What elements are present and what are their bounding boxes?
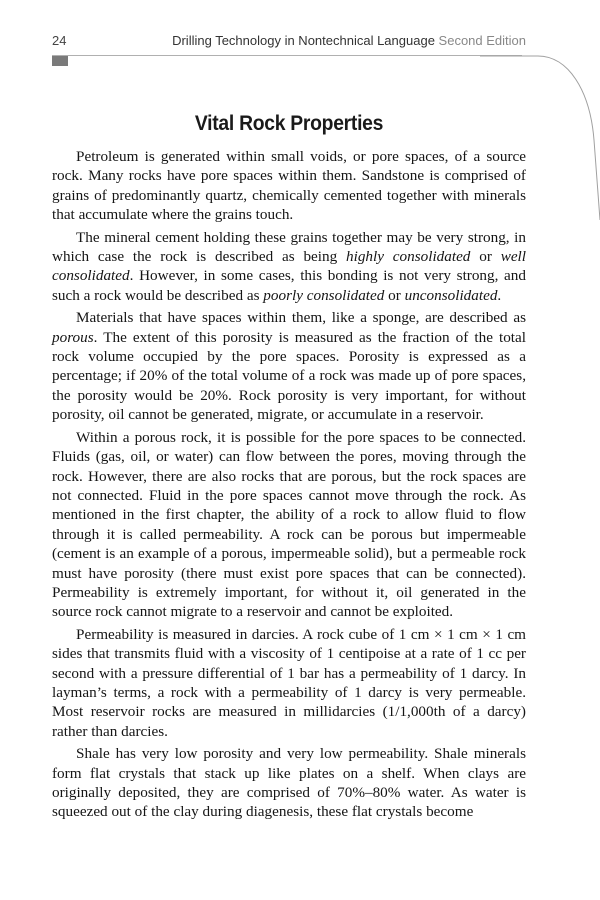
running-head <box>172 33 526 48</box>
header-rule <box>52 55 522 56</box>
paragraph-1: Petroleum is generated within small voids, or pore spaces, of a source rock. Many rocks have pore spaces within them. Sandstone is comprised of grains of predominantly quartz, chemically cemented together with minerals that accumulate where the grains touch. <box>52 148 526 224</box>
term-poorly-consolidated: poorly consolidated <box>263 286 385 304</box>
paragraph-6: Shale has very low porosity and very low permeability. Shale minerals form flat crystals that stack up like plates on a shelf. When clays are originally deposited, they are comprised of 70%–80% water. As water is squeezed out of the clay during diagenesis, these flat crystals become <box>52 745 526 821</box>
page-number: 24 <box>52 33 67 48</box>
paragraph-3 <box>52 308 526 424</box>
paragraph-3-text: Materials that have spaces within them, like a sponge, are described as <box>76 309 526 327</box>
paragraph-3-text: . The extent of this porosity is measured as the fraction of the total rock volume occupied by the pore spaces. Porosity is expressed as a percentage; if 20% of the total volume of a rock was made up of pore spaces, the porosity would be 20%. Rock porosity is very important, for without porosity, oil cannot be generated, migrate, or accumulate in a reservoir. <box>52 328 526 424</box>
paragraph-2-text: or <box>470 248 501 266</box>
paragraph-2-text: . <box>497 286 502 304</box>
paragraph-2-text: The mineral cement holding these grains together may be very strong, in which case the rock is described as being <box>52 228 526 266</box>
book-title: Drilling Technology in Nontechnical Language <box>172 33 435 48</box>
page-body <box>52 112 526 825</box>
paragraph-2-text: or <box>384 286 405 304</box>
paragraph-5: Permeability is measured in darcies. A rock cube of 1 cm × 1 cm × 1 cm sides that transmits fluid with a viscosity of 1 centipoise at a rate of 1 cc per second with a pressure differential of 1 bar has a permeability of 1 darcy. In layman’s terms, a rock with a permeability of 1 darcy is very permeable. Most reservoir rocks are measured in millidarcies (1/1,000th of a darcy) rather than darcies. <box>52 625 526 740</box>
header-tab-marker <box>52 56 68 66</box>
term-highly-consolidated: highly consolidated <box>346 248 471 266</box>
edition-label: Second Edition <box>438 33 526 48</box>
term-porous: porous <box>52 328 94 346</box>
paragraph-2 <box>52 228 526 306</box>
paragraph-4: Within a porous rock, it is possible for the pore spaces to be connected. Fluids (gas, oil, or water) can flow between the pores, moving through the rock. However, there are also rocks that are porous, but the rock spaces are not connected. Fluid in the pore spaces cannot move through the rock. As mentioned in the first chapter, the ability of a rock to allow fluid to flow through it is called permeability. A rock can be porous but impermeable (cement is an example of a porous, impermeable solid), but a permeable rock must have porosity (there must exist pore spaces that can be connected). Permeability is extremely important, for without it, oil generated in the source rock cannot migrate to a reservoir and cannot be exploited. <box>52 428 526 621</box>
paragraph-2-text: . However, in some cases, this bonding is not very strong, and such a rock would be described as <box>52 267 526 304</box>
section-title: Vital Rock Properties <box>194 112 384 135</box>
term-unconsolidated: unconsolidated <box>404 286 498 304</box>
term-well-consolidated: well consolidated <box>52 248 526 285</box>
